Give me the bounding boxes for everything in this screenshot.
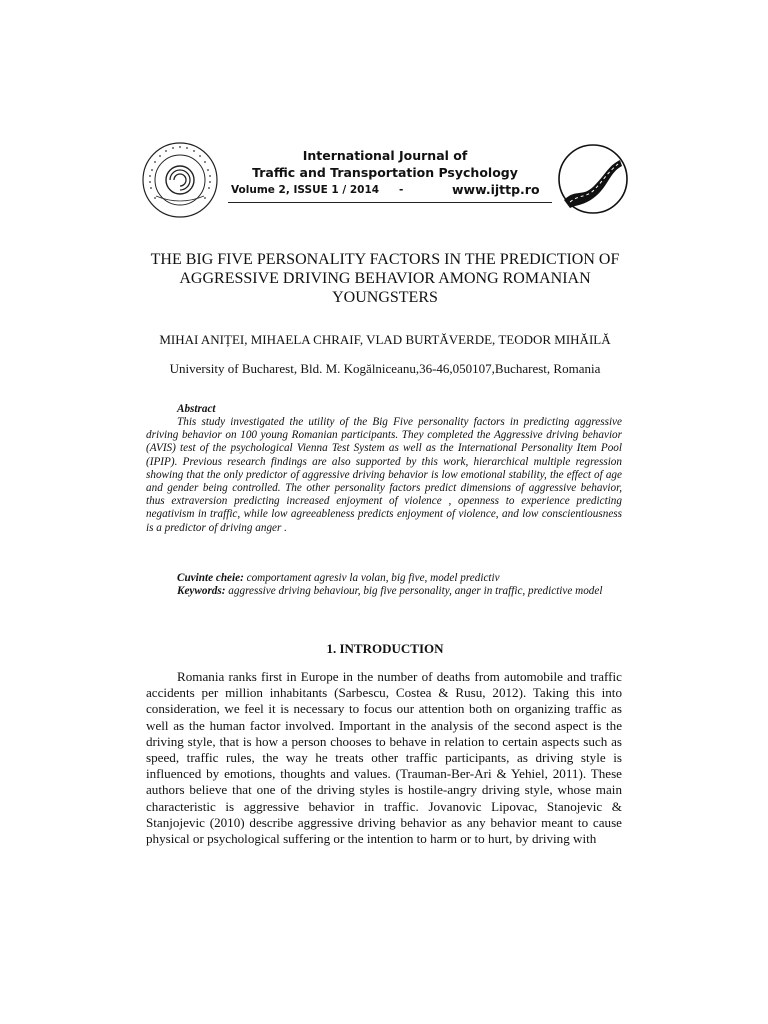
- english-keywords: [146, 585, 622, 598]
- romanian-keywords: [146, 572, 622, 585]
- journal-website-link[interactable]: www.ijttp.ro: [452, 182, 540, 197]
- romanian-keywords-text: comportament agresiv la volan, big five, model predictiv: [243, 572, 500, 584]
- paper-title: THE BIG FIVE PERSONALITY FACTORS IN THE PREDICTION OF AGGRESSIVE DRIVING BEHAVIOR AMONG ROMANIAN YOUNGSTERS: [150, 251, 620, 306]
- journal-header: [140, 140, 630, 225]
- paper-authors: MIHAI ANIȚEI, MIHAELA CHRAIF, VLAD BURTĂVERDE, TEODOR MIHĂILĂ: [159, 332, 611, 347]
- header-rule: [228, 202, 552, 203]
- abstract-heading: Abstract: [177, 403, 216, 415]
- header-separator: -: [399, 184, 404, 196]
- introduction-heading: 1. INTRODUCTION: [326, 641, 444, 656]
- introduction-text: Romania ranks first in Europe in the number of deaths from automobile and traffic accidents per million inhabitants (Sarbescu, Costea & Rusu, 2012). Taking this into consideration, we feel it is necessary to focus our attention both on organizing traffic as well as the human factor involved. Important in the analysis of the second aspect is the driving style, that is how a person chooses to behave in relation to certain aspects such as speed, traffic rules, the way he treats other traffic participants, as driving style is influenced by emotions, thoughts and values. (Trauman-Ber-Ari & Yehiel, 2011). These authors believe that one of the driving styles is hostile-angry driving style, whose main characteristic is aggressive behavior in traffic. Jovanovic Lipovac, Stanojevic & Stanjojevic (2010) describe aggressive driving behavior as any behavior meant to cause physical or psychological suffering or the intention to harm or to hurt, by driving with: [146, 669, 622, 847]
- abstract-text: This study investigated the utility of the Big Five personality factors in predicting aggressive driving behavior on 100 young Romanian participants. They completed the Aggressive driving behavior (AVIS) test of the psychological Vienna Test System as well as the International Personality Item Pool (IPIP). Previous research findings are also supported by this work, hierarchical multiple regression showing that the only predictor of aggressive driving behavior is low emotional stability, the effect of age and gender being controlled. The other personality factors predict dimensions of aggressive behavior, thus extraversion predicting increased enjoyment of violence , openness to experience predicting negativism in traffic, while low agreeableness predicts enjoyment of violence, and low conscientiousness is a predictor of driving anger .: [146, 416, 622, 534]
- romanian-keywords-label: Cuvinte cheie:: [177, 572, 244, 584]
- journal-name-line2: Traffic and Transportation Psychology: [252, 165, 518, 180]
- journal-name-line1: International Journal of: [302, 148, 468, 163]
- english-keywords-label: Keywords:: [177, 585, 226, 597]
- author-affiliation: University of Bucharest, Bld. M. Kogălniceanu,36-46,050107,Bucharest, Romania: [169, 361, 601, 376]
- volume-issue: Volume 2, ISSUE 1 / 2014: [231, 184, 380, 196]
- road-logo-icon: [556, 142, 630, 216]
- english-keywords-text: aggressive driving behaviour, big five personality, anger in traffic, predictive model: [225, 585, 603, 597]
